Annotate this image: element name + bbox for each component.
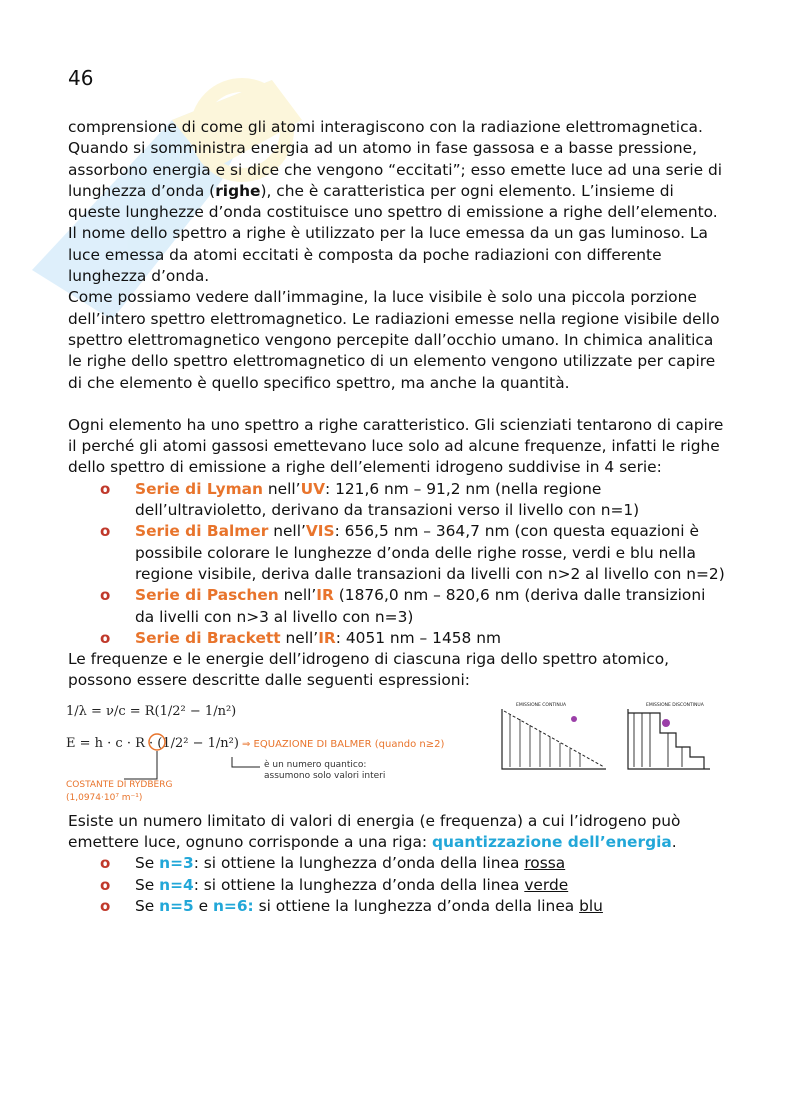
page-number: 46 (68, 66, 94, 90)
rydberg-label: COSTANTE DI RYDBERG (66, 779, 173, 790)
document-body (68, 117, 728, 917)
bullet-icon: o (100, 875, 111, 894)
quantized-levels-diagram (624, 699, 714, 775)
equation-energy: E = h · c · R · (1/2² − 1/n²) (66, 735, 239, 751)
bullet-icon: o (100, 522, 111, 541)
term-quantization: quantizzazione dell’energia (432, 833, 672, 852)
electron-icon (662, 719, 670, 727)
list-item: o Se n=3: si ottiene la lunghezza d’onda della linea rossa (68, 853, 728, 874)
balmer-figure (68, 695, 728, 807)
rydberg-value: (1,0974·10⁷ m⁻¹) (66, 792, 143, 803)
list-item: o Serie di Brackett nell’IR: 4051 nm – 1458 nm (68, 628, 728, 649)
absorption-arrows (634, 713, 682, 767)
equation-wavelength: 1/λ = ν/c = R(1/2² − 1/n²) (66, 703, 237, 719)
list-item: o Se n=4: si ottiene la lunghezza d’onda della linea verde (68, 875, 728, 896)
bullet-icon: o (100, 854, 111, 873)
electron-icon (571, 716, 577, 722)
term-righe: righe (215, 181, 261, 200)
paragraph-visible-light: Come possiamo vedere dall’immagine, la luce visibile è solo una piccola porzione dell’intero spettro elettromagnetico. Le radiazioni emesse nella regione visibile dello spettro elettromagnetico vengono percepite dall’occhio umano. In chimica analitica le righe dello spettro elettromagnetico di un elemento vengono utilizzate per capire di che elemento è quello specifico spettro, ma anche la quantità. (68, 288, 720, 392)
paragraph-excitation: Quando si somministra energia ad un atomo in fase gassosa e a basse pressione, assorbono energia e si dice che vengono “eccitati”; esso emette luce ad una serie di lunghezza d’onda (righe), che è caratteristica per ogni elemento. L’insieme di queste lunghezze d’onda costituisce uno spettro di emissione a righe dell’elemento. Il nome dello spettro a righe è utilizzato per la luce emessa da un gas luminoso. La luce emessa da atomi eccitati è composta da poche radiazioni con differente lunghezza d’onda. (68, 139, 723, 286)
emission-arrows (510, 715, 580, 767)
paragraph-expressions: Le frequenze e le energie dell’idrogeno di ciascuna riga dello spettro atomico, possono essere descritte dalle seguenti espressioni: (68, 650, 670, 690)
n-annotation-arrow (232, 757, 260, 767)
n-annotation-line1: è un numero quantico: (264, 759, 367, 770)
bullet-icon: o (100, 479, 111, 498)
paragraph-intro-continued: comprensione di come gli atomi interagiscono con la radiazione elettromagnetica. (68, 118, 703, 136)
bullet-icon: o (100, 628, 111, 647)
balmer-equation-label: ⇒ EQUAZIONE DI BALMER (quando n≥2) (242, 738, 445, 750)
diagram-absorption-title: EMISSIONE DISCONTINUA (646, 702, 704, 708)
paragraph-series-intro: Ogni elemento ha uno spettro a righe caratteristico. Gli scienziati tentarono di capire il perché gli atomi gassosi emettevano luce solo ad alcune frequenze, infatti le righe dello spettro di emissione a righe dell’elementi idrogeno suddivise in 4 serie: (68, 415, 724, 477)
rydberg-arrow (124, 751, 157, 779)
list-item: o Serie di Balmer nell’VIS: 656,5 nm – 364,7 nm (con questa equazioni è possibile colorare le lunghezze d’onda delle righe rosse, verdi e blu nella regione visibile, deriva dalle transazioni da livelli con n>2 al livello con n=2) (100, 522, 725, 583)
n-annotation-line2: assumono solo valori interi (264, 770, 386, 781)
handwritten-equations (64, 695, 445, 805)
list-item: o Serie di Paschen nell’IR (1876,0 nm – 820,6 nm (deriva dalle transizioni da livelli con n>3 al livello con n=3) (100, 586, 706, 626)
bullet-icon: o (100, 586, 111, 605)
diagram-emission-title: EMISSIONE CONTINUA (516, 702, 567, 708)
paragraph-quantization: Esiste un numero limitato di valori di energia (e frequenza) a cui l’idrogeno può emettere luce, ognuno corrisponde a una riga: quantizzazione dell’energia. (68, 811, 681, 852)
list-item: o Se n=5 e n=6: si ottiene la lunghezza d’onda della linea blu (68, 896, 728, 917)
series-list (68, 479, 728, 649)
continuous-emission-diagram (498, 699, 610, 775)
bullet-icon: o (100, 896, 111, 915)
balmer-lines-list (68, 853, 728, 917)
list-item: o Serie di Lyman nell’UV: 121,6 nm – 91,2 nm (nella regione dell’ultravioletto, derivano da transazioni verso il livello con n=1) (100, 479, 640, 520)
